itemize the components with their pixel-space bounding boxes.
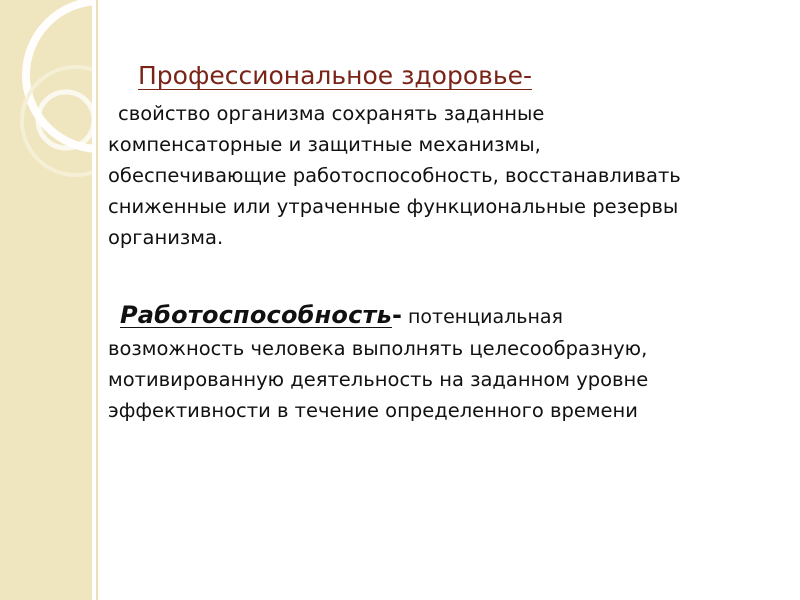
decorative-circles-graphic: [0, 0, 92, 600]
term-dash: -: [391, 301, 402, 329]
decorative-side-band: [0, 0, 92, 600]
definition-line: возможность человека выполнять целесообразную,: [108, 337, 648, 360]
definition-line: сниженные или утраченные функциональные резервы: [108, 195, 679, 218]
term-line: [108, 300, 778, 333]
work-capacity-definition: [108, 300, 778, 426]
definition-line-text: свойство организма сохранять заданные: [118, 102, 545, 125]
term-line-text: потенциальная: [401, 306, 563, 328]
definition-line: эффективности в течение определенного времени: [108, 399, 638, 422]
definition-line: [108, 98, 778, 129]
definition-line: организма.: [108, 226, 224, 249]
definition-line: обеспечивающие работоспособность, восстанавливать: [108, 164, 681, 187]
definition-line: мотивированную деятельность на заданном уровне: [108, 368, 649, 391]
definition-line: компенсаторные и защитные механизмы,: [108, 133, 541, 156]
definition-paragraph: [108, 98, 778, 253]
slide-content: [108, 55, 778, 426]
decorative-divider-line: [96, 0, 98, 600]
slide-heading: Профессиональное здоровье-: [138, 61, 533, 90]
term-work-capacity: Работоспособность: [120, 301, 392, 329]
